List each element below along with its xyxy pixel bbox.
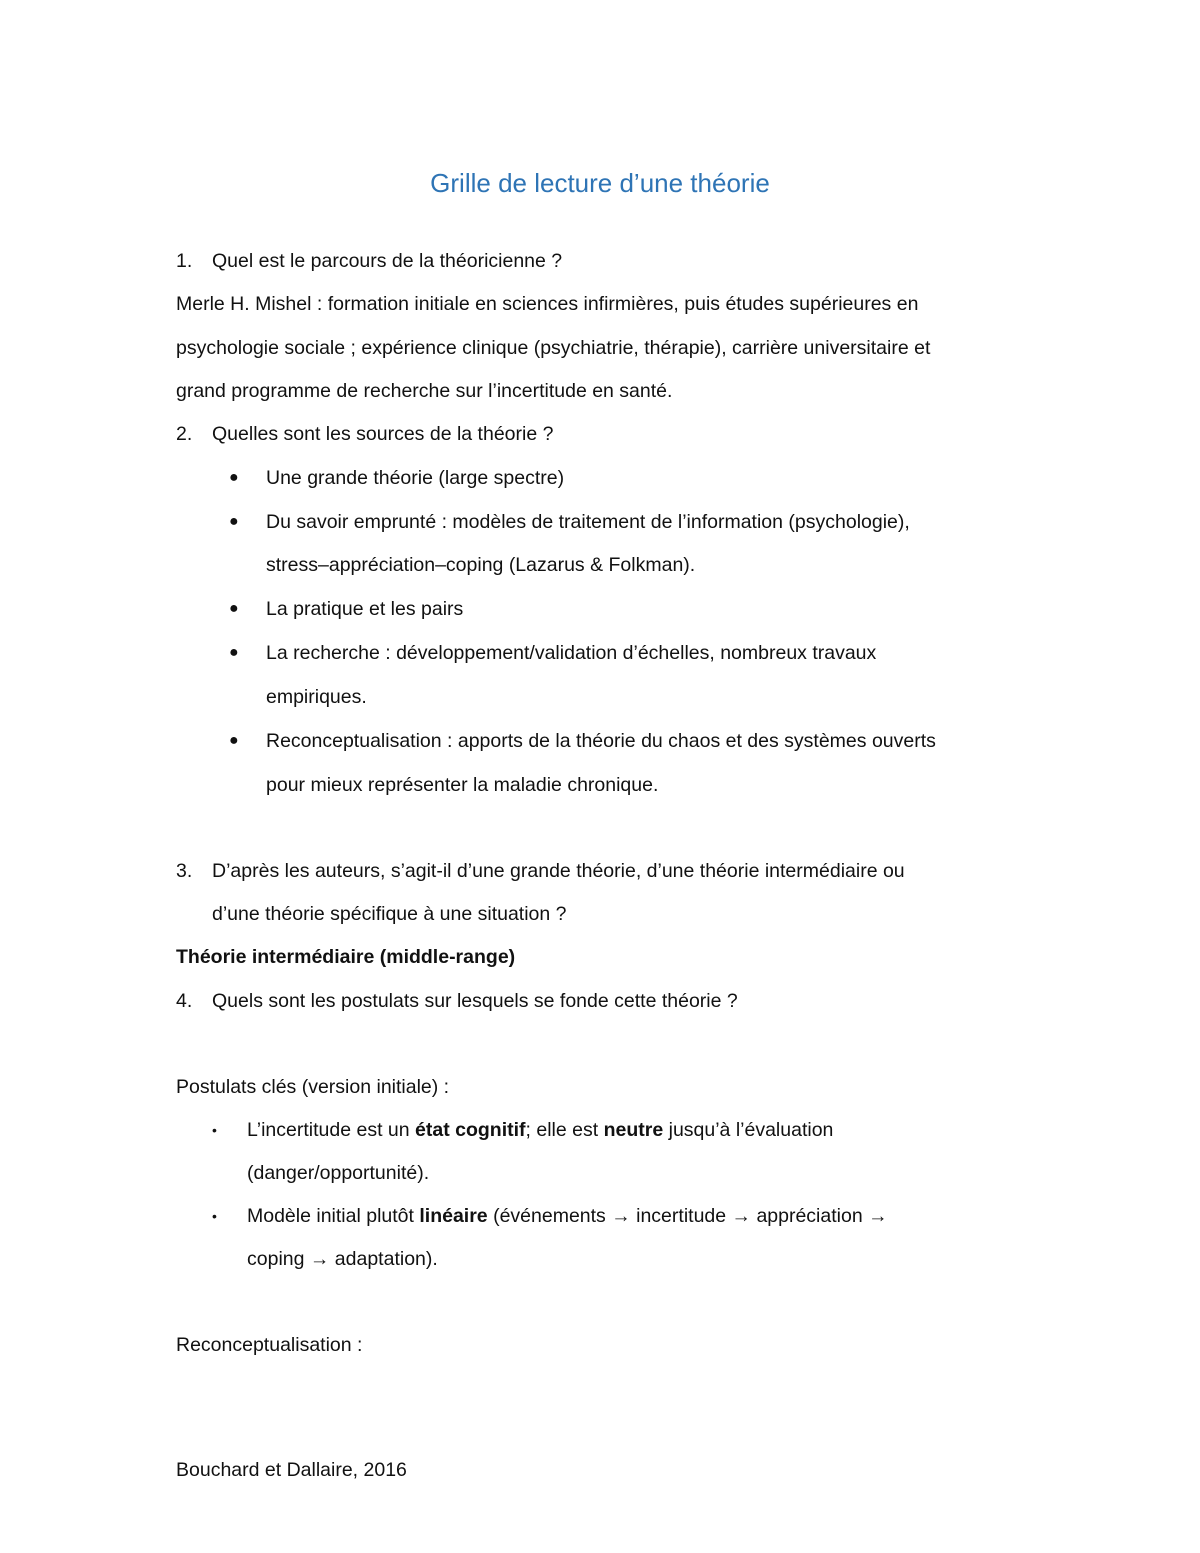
source-item-2-line-2: stress–appréciation–coping (Lazarus & Folkman). — [266, 554, 696, 576]
postulat-emphasis: linéaire — [419, 1205, 488, 1227]
question-2 — [176, 420, 553, 448]
source-item-5-line-2: pour mieux représenter la maladie chronique. — [266, 774, 659, 796]
source-item-5-line-1: Reconceptualisation : apports de la théorie du chaos et des systèmes ouverts — [266, 730, 936, 752]
citation: Bouchard et Dallaire, 2016 — [176, 1459, 407, 1481]
source-item-4-line-2: empiriques. — [266, 686, 367, 708]
bullet-icon: ● — [229, 600, 239, 617]
source-item-2-line-1: Du savoir emprunté : modèles de traitement de l’information (psychologie), — [266, 511, 910, 533]
question-text: Quels sont les postulats sur lesquels se fonde cette théorie ? — [212, 990, 738, 1012]
question-number: 1. — [176, 250, 193, 272]
postulat-text: jusqu’à l’évaluation — [663, 1119, 834, 1141]
question-text: Quel est le parcours de la théoricienne ? — [212, 250, 563, 272]
answer-1-line-1: Merle H. Mishel : formation initiale en sciences infirmières, puis études supérieures en — [176, 293, 919, 315]
postulat-2-line-1 — [247, 1202, 888, 1230]
postulat-text: Modèle initial plutôt — [247, 1205, 420, 1227]
question-text-line-1: D’après les auteurs, s’agit-il d’une grande théorie, d’une théorie intermédiaire ou — [212, 860, 905, 882]
postulat-1-line-2: (danger/opportunité). — [247, 1162, 430, 1184]
bullet-icon: • — [212, 1122, 217, 1138]
document-title: Grille de lecture d’une théorie — [430, 168, 770, 198]
bullet-icon: ● — [229, 644, 239, 661]
postulat-1-line-1 — [247, 1116, 833, 1144]
source-item-1: Une grande théorie (large spectre) — [266, 467, 565, 489]
bullet-icon: • — [212, 1208, 217, 1224]
question-number: 3. — [176, 860, 193, 882]
bullet-icon: ● — [229, 513, 239, 530]
postulat-2-line-2: coping → adaptation). — [247, 1248, 438, 1270]
question-3-line-2: d’une théorie spécifique à une situation ? — [212, 903, 567, 925]
question-number: 2. — [176, 423, 193, 445]
postulat-emphasis: neutre — [603, 1119, 664, 1141]
question-3 — [176, 857, 905, 885]
postulat-emphasis: état cognitif — [415, 1119, 526, 1141]
question-text: Quelles sont les sources de la théorie ? — [212, 423, 554, 445]
source-item-4-line-1: La recherche : développement/validation d’échelles, nombreux travaux — [266, 642, 877, 664]
postulat-text: (événements → incertitude → appréciation → — [487, 1205, 888, 1227]
bullet-icon: ● — [229, 732, 239, 749]
postulat-text: L’incertitude est un — [247, 1119, 416, 1141]
question-1 — [176, 247, 562, 275]
source-item-3: La pratique et les pairs — [266, 598, 464, 620]
postulats-heading: Postulats clés (version initiale) : — [176, 1076, 450, 1098]
reconceptualisation-heading: Reconceptualisation : — [176, 1334, 363, 1356]
answer-1-line-2: psychologie sociale ; expérience clinique (psychiatrie, thérapie), carrière universitaire et — [176, 337, 931, 359]
postulat-text: ; elle est — [525, 1119, 604, 1141]
answer-1-line-3: grand programme de recherche sur l’incertitude en santé. — [176, 380, 673, 402]
bullet-icon: ● — [229, 469, 239, 486]
question-4 — [176, 987, 738, 1015]
answer-3: Théorie intermédiaire (middle-range) — [176, 946, 516, 968]
question-number: 4. — [176, 990, 193, 1012]
